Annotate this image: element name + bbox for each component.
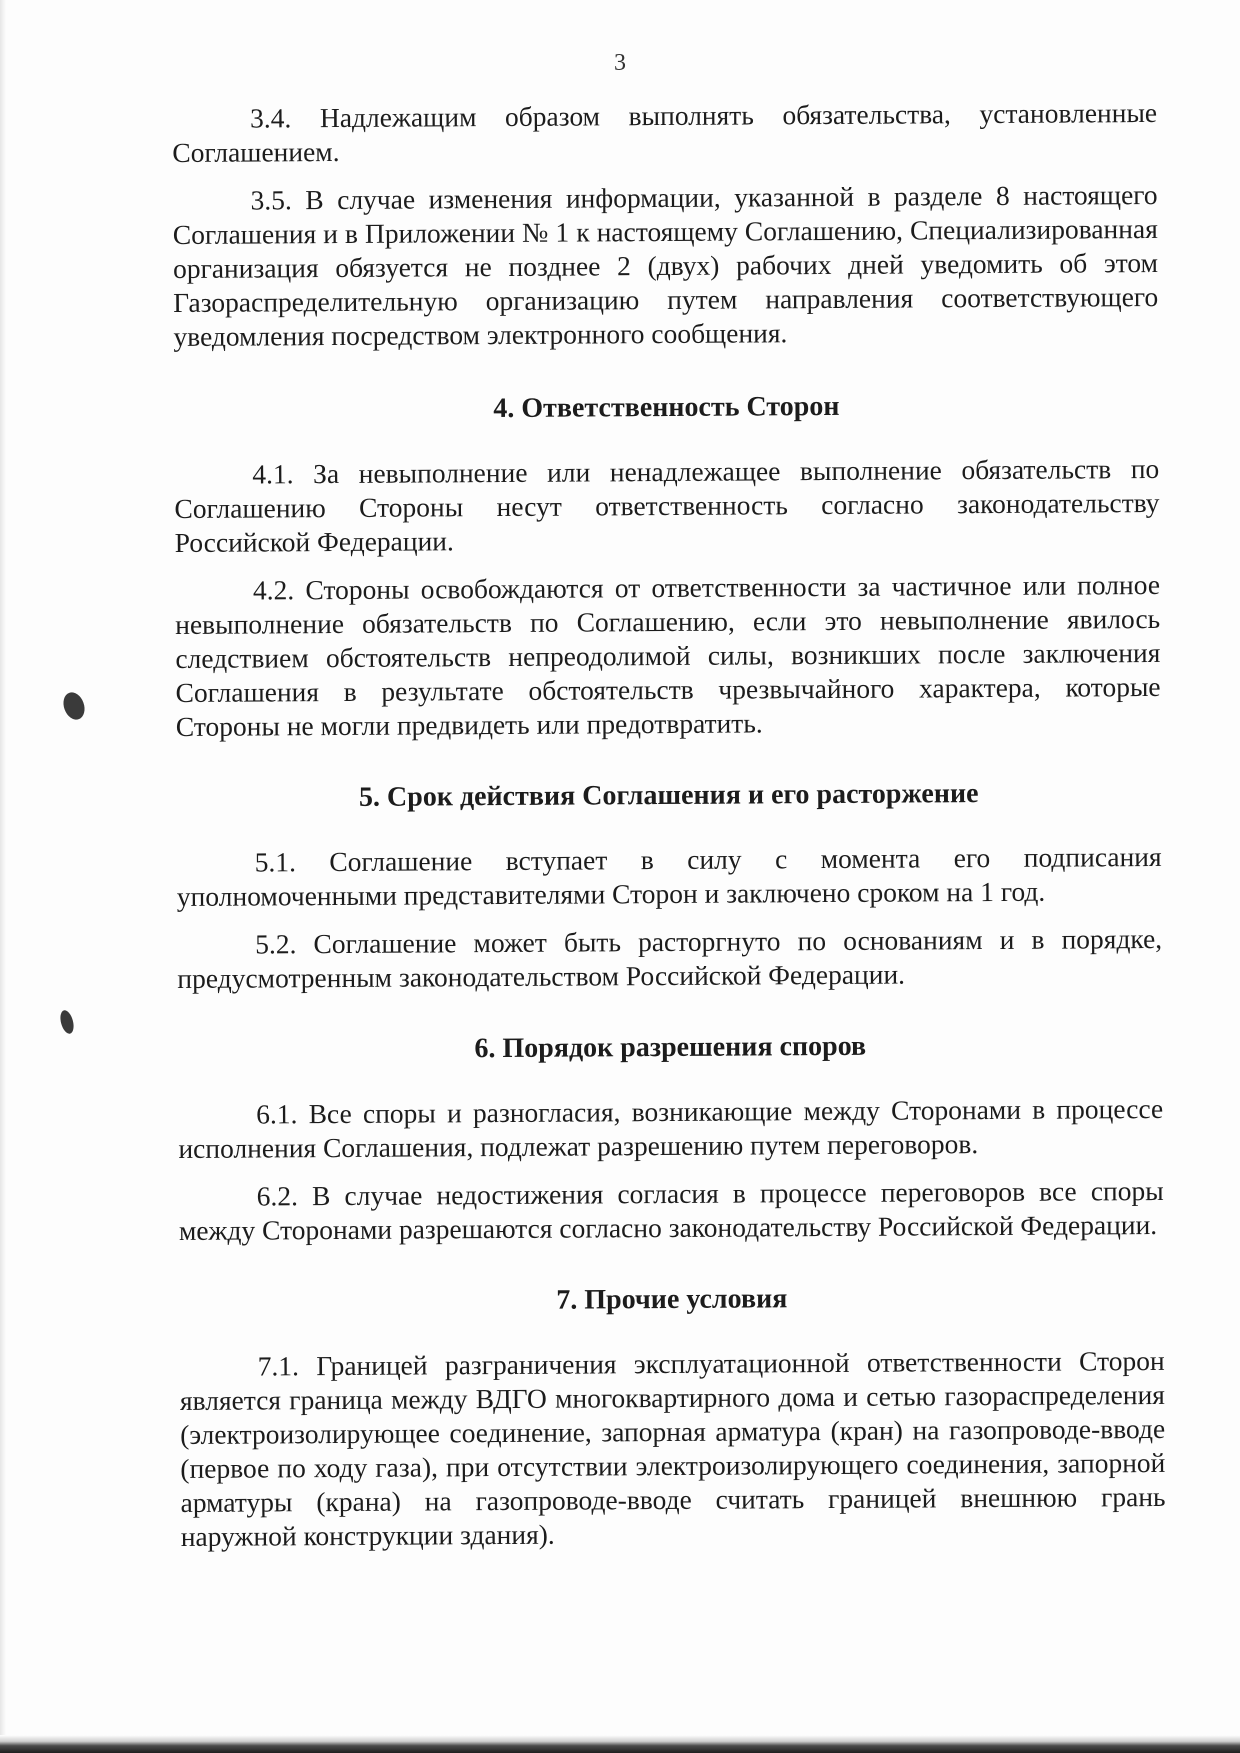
document-body bbox=[172, 96, 1166, 1568]
scan-bottom-edge bbox=[0, 1735, 1240, 1753]
punch-hole-mark bbox=[58, 1009, 76, 1035]
section-heading-4: 4. Ответственность Сторон bbox=[493, 390, 840, 425]
clause-6-1: 6.1. Все споры и разногласия, возникающие между Сторонами в процессе исполнения Соглашения, подлежат разрешению путем переговоров. bbox=[178, 1092, 1164, 1164]
clause-4-1: 4.1. За невыполнение или ненадлежащее выполнение обязательств по Соглашению Стороны несут ответственность согласно законодательству Российской Федерации. bbox=[174, 452, 1160, 558]
clause-6-2: 6.2. В случае недостижения согласия в процессе переговоров все споры между Сторонами разрешаются согласно законодательству Российской Федерации. bbox=[178, 1174, 1164, 1246]
clause-4-2: 4.2. Стороны освобождаются от ответственности за частичное или полное невыполнение обязательств по Соглашению, если это невыполнение явилось следствием обстоятельств непреодолимой силы, возникших после заключения Соглашения в результате обстоятельств чрезвычайного характера, которые Стороны не могли предвидеть или предотвратить. bbox=[175, 568, 1161, 742]
clause-5-2: 5.2. Соглашение может быть расторгнуто по основаниям и в порядке, предусмотренным законодательством Российской Федерации. bbox=[177, 922, 1163, 994]
section-heading-6: 6. Порядок разрешения споров bbox=[474, 1030, 867, 1065]
section-heading-7: 7. Прочие условия bbox=[556, 1283, 788, 1316]
clause-7-1: 7.1. Границей разграничения эксплуатационной ответственности Сторон является граница между ВДГО многоквартирного дома и сетью газораспределения (электроизолирующее соединение, запорная арматура (кран) на газопроводе-вводе (первое по ходу газа), при отсутствии электроизолирующего соединения, запорной арматуры (крана) на газопроводе-вводе считать границей внешнюю грань наружной конструкции здания). bbox=[179, 1344, 1166, 1552]
clause-3-4: 3.4. Надлежащим образом выполнять обязательства, установленные Соглашением. bbox=[172, 96, 1158, 168]
clause-3-5: 3.5. В случае изменения информации, указанной в разделе 8 настоящего Соглашения и в Приложении № 1 к настоящему Соглашению, Специализированная организация обязуется не позднее 2 (двух) рабочих дней уведомить об этом Газораспределительную организацию путем направления соответствующего уведомления посредством электронного сообщения. bbox=[172, 178, 1159, 352]
page-number: 3 bbox=[614, 50, 626, 76]
scan-left-shadow bbox=[0, 0, 6, 1753]
section-heading-5: 5. Срок действия Соглашения и его расторжение bbox=[358, 778, 979, 813]
clause-5-1: 5.1. Соглашение вступает в силу с момента его подписания уполномоченными представителями Сторон и заключено сроком на 1 год. bbox=[176, 840, 1162, 912]
punch-hole-mark bbox=[60, 689, 88, 722]
